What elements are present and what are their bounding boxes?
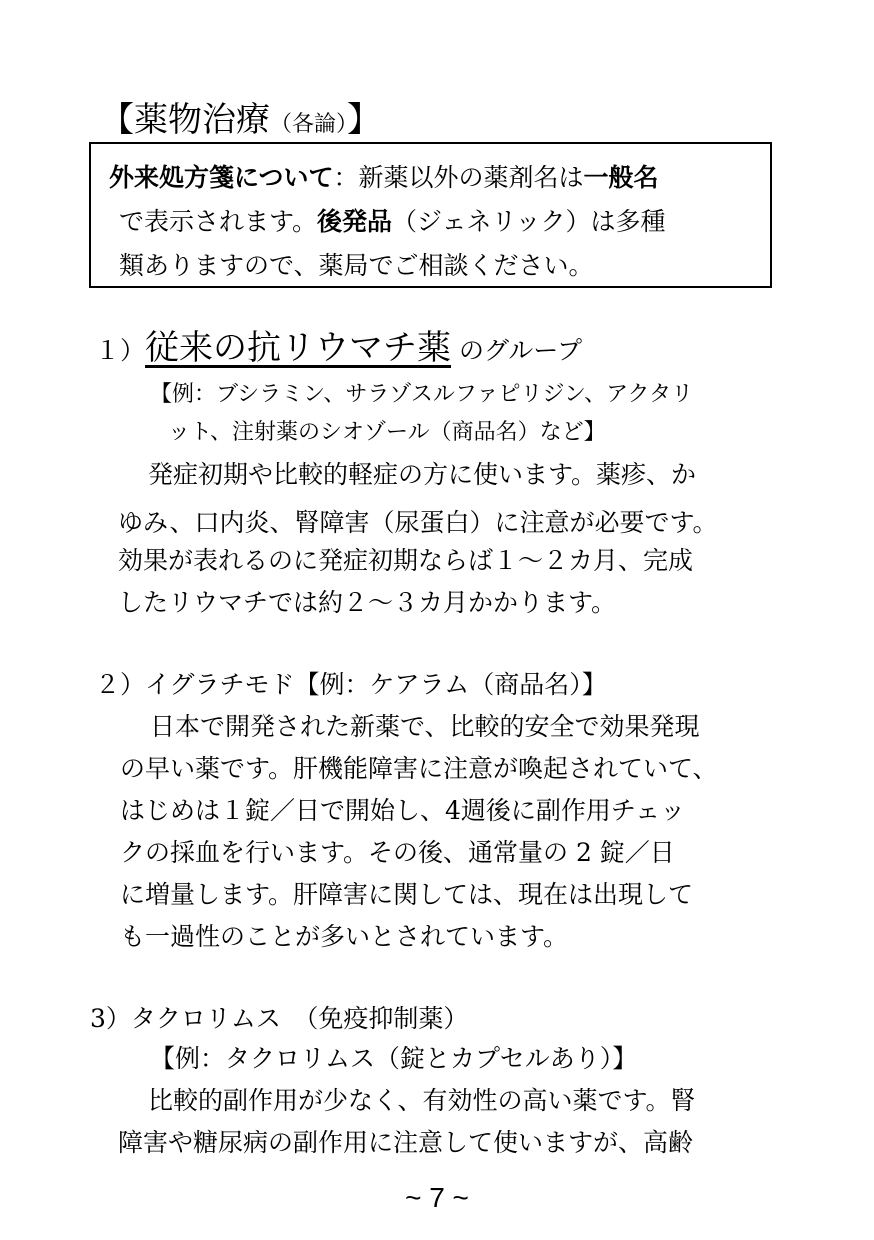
page-title: 【薬物治療（各論）】 [100, 100, 382, 140]
section1-heading: １）従来の抗リウマチ薬 のグループ [95, 328, 582, 368]
section2-body-line: クの採血を行います。その後、通常量の 2 錠／日 [120, 838, 675, 867]
section1-name: 従来の抗リウマチ薬 [145, 328, 452, 368]
notice-line-2: で表示されます。後発品（ジェネリック）は多種 [119, 207, 666, 236]
section1-body-line: 発症初期や比較的軽症の方に使います。薬疹、か [148, 460, 697, 489]
section2-heading: ２）イグラチモド【例：ケアラム（商品名）】 [95, 670, 607, 699]
section2-body-line: に増量します。肝障害に関しては、現在は出現して [120, 880, 694, 909]
section3-heading: 3）タクロリムス （免疫抑制薬） [90, 1004, 469, 1033]
section1-body-line: したリウマチでは約２～３カ月かかります。 [118, 588, 617, 617]
section2-body-line: の早い薬です。肝機能障害に注意が喚起されていて、 [120, 754, 718, 783]
section1-body-line: 効果が表れるのに発症初期ならば１～２カ月、完成 [118, 546, 694, 575]
section3-example-line: 【例：タクロリムス（錠とカプセルあり）】 [150, 1044, 638, 1073]
section3-body-line: 比較的副作用が少なく、有効性の高い薬です。腎 [148, 1086, 696, 1115]
page-subtitle: （各論） [270, 112, 348, 137]
section2-body-line: も一過性のことが多いとされています。 [120, 922, 569, 951]
section2-body-line: はじめは１錠／日で開始し、4週後に副作用チェッ [120, 796, 686, 825]
notice-line-3: 類ありますので、薬局でご相談ください。 [119, 251, 594, 280]
page-number: ~ 7 ~ [405, 1182, 469, 1213]
section3-body-line: 障害や糖尿病の副作用に注意して使いますが、高齢 [118, 1128, 694, 1157]
section2-body-line: 日本で開発された新薬で、比較的安全で効果発現 [150, 712, 700, 741]
section1-body-line: ゆみ、口内炎、腎障害（尿蛋白）に注意が必要です。 [118, 508, 718, 537]
section1-example-line: 【例：ブシラミン、サラゾスルファピリジン、アクタリ [150, 382, 694, 407]
section1-example-line: ット、注射薬のシオゾール（商品名）など】 [168, 420, 606, 445]
notice-line-1: 外来処方箋について：新薬以外の薬剤名は一般名 [109, 163, 659, 192]
notice-box [89, 142, 772, 288]
